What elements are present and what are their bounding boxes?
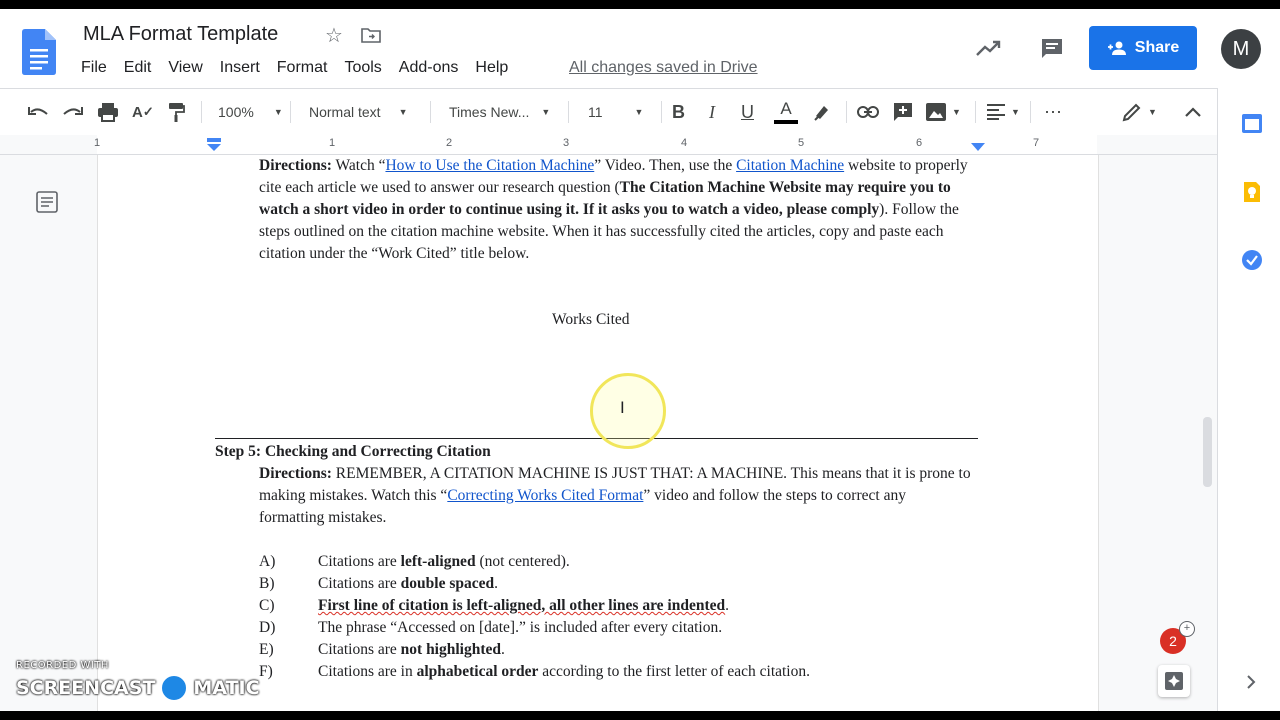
- more-icon[interactable]: ⋯: [1044, 101, 1063, 122]
- list-marker: C): [259, 597, 275, 614]
- highlight-icon[interactable]: [813, 89, 831, 135]
- paint-format-icon[interactable]: [167, 89, 185, 135]
- menu-add-ons[interactable]: Add-ons: [398, 59, 459, 76]
- menu-tools[interactable]: Tools: [344, 59, 382, 76]
- ruler-number: 4: [681, 137, 688, 149]
- share-button[interactable]: [1089, 26, 1197, 70]
- list-text: .: [501, 641, 505, 658]
- side-panel: [1217, 88, 1280, 711]
- list-text: Citations are: [318, 641, 401, 658]
- list-marker: D): [259, 619, 276, 636]
- activity-trend-icon[interactable]: [976, 38, 1002, 58]
- calendar-icon[interactable]: [1241, 112, 1263, 134]
- text-color-icon[interactable]: A: [774, 89, 798, 135]
- font-size-select[interactable]: [588, 89, 643, 135]
- scrollbar-thumb[interactable]: [1203, 417, 1212, 487]
- editing-mode-icon[interactable]: [1122, 89, 1157, 135]
- spellcheck-icon[interactable]: A ✓: [132, 103, 154, 121]
- text-cursor-icon: I: [620, 398, 625, 417]
- menu-file[interactable]: File: [81, 59, 107, 76]
- undo-icon[interactable]: [27, 89, 49, 135]
- document-title[interactable]: MLA Format Template: [83, 23, 279, 45]
- works-cited-title[interactable]: Works Cited: [552, 311, 630, 328]
- ruler-number: 1: [94, 137, 101, 149]
- chevron-down-icon: ▼: [1148, 107, 1157, 117]
- para-text: ” Video. Then, use the: [594, 157, 737, 174]
- list-text: Citations are: [318, 553, 401, 570]
- ruler-number: 3: [563, 137, 570, 149]
- para-text: REMEMBER, A CITATION MACHINE IS JUST THAT: A MACHINE. This means that it is prone to making mistakes. Watch this “: [259, 465, 971, 504]
- save-status[interactable]: All changes saved in Drive: [569, 59, 758, 76]
- menu-edit[interactable]: Edit: [123, 59, 152, 76]
- insert-image-icon[interactable]: [926, 89, 961, 135]
- collapse-icon[interactable]: [1185, 89, 1201, 135]
- cursor-highlight: [590, 373, 666, 449]
- correcting-format-link[interactable]: Correcting Works Cited Format: [447, 487, 644, 504]
- outline-icon[interactable]: [36, 191, 58, 213]
- ruler: [0, 135, 1217, 155]
- para-text: ). Follow the steps outlined on the citation machine website. When it has successfully cited the articles, copy and paste each citation under the “Work Cited” title below.: [259, 201, 959, 262]
- list-bold: left-aligned: [400, 553, 476, 570]
- chevron-down-icon: ▼: [634, 107, 644, 117]
- person-add-icon: [1107, 41, 1127, 55]
- font-value: Times New...: [449, 104, 530, 120]
- para-text: Watch “: [331, 157, 386, 174]
- explore-button[interactable]: [1158, 665, 1190, 697]
- font-size-value: 11: [588, 104, 603, 120]
- right-indent-marker-icon[interactable]: [970, 143, 986, 152]
- list-text: .: [494, 575, 498, 592]
- toolbar-divider: [1030, 101, 1031, 123]
- list-text: The phrase “Accessed on [date].” is included after every citation.: [318, 619, 723, 636]
- list-bold: alphabetical order: [416, 663, 539, 680]
- chevron-down-icon: ▼: [273, 107, 283, 117]
- directions-label: Directions:: [259, 157, 332, 174]
- toolbar-divider: [201, 101, 202, 123]
- chevron-down-icon: ▼: [541, 107, 551, 117]
- italic-icon[interactable]: I: [709, 101, 715, 122]
- toolbar-divider: [846, 101, 847, 123]
- list-marker: A): [259, 553, 276, 570]
- directions-label: Directions:: [259, 465, 332, 482]
- underline-icon[interactable]: U: [741, 101, 754, 122]
- watermark-left-text: SCREENCAST: [16, 677, 156, 699]
- toolbar-divider: [290, 101, 291, 123]
- horizontal-rule: [215, 438, 978, 439]
- ruler-number: 6: [916, 137, 923, 149]
- style-value: Normal text: [309, 104, 381, 120]
- list-text: according to the first letter of each citation.: [538, 663, 810, 680]
- zoom-select[interactable]: [218, 89, 283, 135]
- menu-format[interactable]: Format: [276, 59, 328, 76]
- ruler-number: 1: [329, 137, 336, 149]
- list-bold: double spaced: [400, 575, 495, 592]
- bold-icon[interactable]: B: [672, 101, 685, 122]
- step5-heading[interactable]: Step 5: Checking and Correcting Citation: [215, 443, 491, 460]
- move-to-folder-icon[interactable]: [361, 26, 381, 44]
- toolbar-divider: [430, 101, 431, 123]
- para-bold-text: The Citation Machine Website may require you to watch a short video in order to continue using it. If it asks you to watch a video, please comply: [259, 179, 951, 218]
- ruler-page-area: [97, 135, 1097, 154]
- list-text: .: [725, 597, 730, 614]
- avatar[interactable]: M: [1221, 29, 1261, 69]
- list-text: (not centered).: [475, 553, 570, 570]
- menu-insert[interactable]: Insert: [219, 59, 260, 76]
- link-icon[interactable]: [857, 89, 879, 135]
- citation-video-link[interactable]: How to Use the Citation Machine: [385, 157, 595, 174]
- list-bold: not highlighted: [400, 641, 502, 658]
- watermark-top-text: RECORDED WITH: [16, 660, 109, 671]
- chevron-down-icon: ▼: [398, 107, 408, 117]
- para-text: website to properly cite each article we used to answer our research question (: [259, 157, 968, 196]
- bottom-black-bar: [0, 711, 1280, 720]
- redo-icon[interactable]: [62, 89, 84, 135]
- ruler-number: 2: [446, 137, 453, 149]
- list-marker: F): [259, 663, 273, 680]
- chevron-right-icon[interactable]: [1246, 675, 1256, 689]
- plus-icon: +: [1179, 621, 1195, 637]
- notification-badge[interactable]: 2: [1160, 628, 1186, 654]
- header: [0, 9, 1280, 88]
- directions-paragraph-2[interactable]: [259, 463, 974, 529]
- left-indent-marker-icon[interactable]: [206, 138, 222, 152]
- explore-icon: [1164, 671, 1184, 691]
- zoom-value: 100%: [218, 104, 254, 120]
- comments-icon[interactable]: [1040, 37, 1064, 61]
- directions-paragraph-1[interactable]: [259, 155, 974, 265]
- menu-help[interactable]: Help: [475, 59, 509, 76]
- list-bold: First line of citation is left-aligned, all other lines are indented: [318, 597, 726, 614]
- toolbar-divider: [568, 101, 569, 123]
- list-marker: E): [259, 641, 274, 658]
- toolbar-divider: [661, 101, 662, 123]
- screencast-logo-icon: [159, 673, 189, 703]
- list-marker: B): [259, 575, 275, 592]
- toolbar: [0, 88, 1217, 136]
- star-icon[interactable]: ☆: [325, 25, 343, 47]
- watermark-right-text: MATIC: [193, 677, 260, 699]
- screencast-watermark: [16, 660, 260, 703]
- style-select[interactable]: [309, 89, 408, 135]
- toolbar-divider: [975, 101, 976, 123]
- insert-comment-icon[interactable]: [893, 89, 913, 135]
- share-label: Share: [1134, 39, 1180, 56]
- list-text: Citations are in: [318, 663, 417, 680]
- keep-icon[interactable]: [1241, 181, 1263, 203]
- tasks-icon[interactable]: [1241, 249, 1263, 271]
- ruler-number: 5: [798, 137, 805, 149]
- chevron-down-icon: ▼: [1011, 107, 1020, 117]
- top-black-bar: [0, 0, 1280, 9]
- document-canvas: [0, 155, 1217, 711]
- para-text: ” video and follow the steps to correct any formatting mistakes.: [259, 487, 906, 526]
- print-icon[interactable]: [97, 89, 119, 135]
- align-icon[interactable]: [987, 89, 1020, 135]
- list-text: Citations are: [318, 575, 401, 592]
- ruler-number: 7: [1033, 137, 1040, 149]
- docs-logo-icon[interactable]: [22, 29, 56, 75]
- menu-bar: [81, 59, 525, 77]
- chevron-down-icon: ▼: [952, 107, 961, 117]
- font-select[interactable]: [449, 89, 550, 135]
- menu-view[interactable]: View: [168, 59, 203, 76]
- citation-machine-link[interactable]: Citation Machine: [736, 157, 845, 174]
